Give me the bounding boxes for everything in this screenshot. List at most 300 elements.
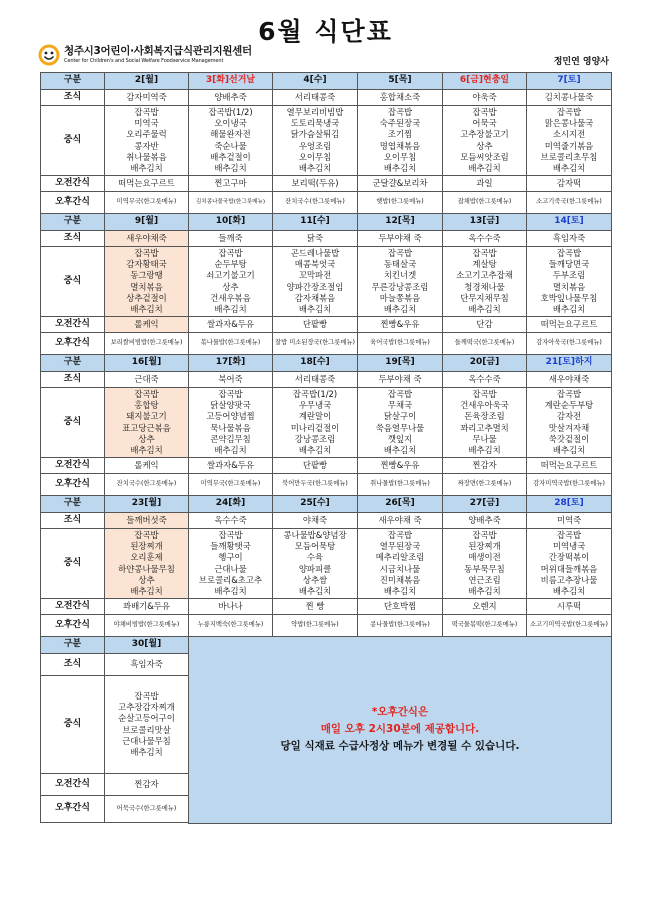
pm-snack-cell: 잔치국수(한그릇메뉴)	[273, 192, 358, 214]
menu-item: 헹구이	[218, 552, 243, 563]
breakfast-cell: 닭죽	[273, 231, 358, 247]
menu-item: 잡곡밥	[387, 388, 413, 399]
menu-item: 죽순나물	[214, 140, 247, 151]
row-label-lunch: 중식	[41, 529, 105, 599]
breakfast-cell: 들깨죽	[189, 231, 273, 247]
menu-item: 양파피클	[298, 563, 332, 574]
am-snack-cell: 찐감자	[105, 774, 189, 796]
menu-item: 감자전	[556, 411, 582, 422]
smile-logo-icon	[38, 44, 60, 66]
menu-item: 콩자반	[134, 140, 159, 151]
notice-line-3: 당일 식재료 수급사정상 메뉴가 변경될 수 있습니다.	[280, 740, 520, 753]
menu-item: 고등어양념찜	[206, 411, 255, 422]
day-header: 23[월]	[105, 496, 189, 513]
menu-item: 머위대들깨볶음	[540, 563, 598, 574]
lunch-cell	[273, 388, 358, 458]
menu-item: 잡곡밥	[218, 247, 243, 258]
lunch-cell	[527, 247, 612, 317]
lunch-cell	[273, 529, 358, 599]
center-name: 청주시3어린이·사회복지급식관리지원센터	[64, 45, 252, 57]
menu-item: 명엽채볶음	[379, 140, 421, 151]
menu-item: 배추김치	[468, 585, 501, 596]
menu-item: 강낭콩조림	[294, 433, 336, 444]
am-snack-cell: 단감	[443, 317, 527, 333]
center-name-en: Center for Children's and Social Welfare Foodservice Management	[64, 58, 224, 64]
menu-item: 오이무침	[383, 151, 417, 162]
menu-item: 치킨너겟	[383, 270, 417, 281]
am-snack-cell: 찐빵&우유	[358, 317, 443, 333]
menu-item: 멸치볶음	[552, 281, 586, 292]
menu-item: 잡곡밥	[472, 388, 497, 399]
menu-item: 미나리겉절이	[290, 422, 340, 433]
am-snack-cell: 찐감자	[443, 458, 527, 474]
menu-item: 동그랑땡	[130, 270, 163, 281]
pm-snack-cell: 잔치국수(한그릇메뉴)	[105, 474, 189, 496]
menu-item: 건새우볶음	[210, 292, 251, 303]
lunch-cell	[527, 388, 612, 458]
menu-item: 잡곡밥	[556, 529, 582, 540]
breakfast-cell: 들깨버섯죽	[105, 513, 189, 529]
menu-item: 된장찌개	[468, 541, 501, 552]
pm-snack-cell: 잡채밥(한그릇메뉴)	[443, 192, 527, 214]
menu-item: 상추	[476, 140, 493, 151]
menu-item: 돈육장조림	[464, 411, 505, 422]
menu-item: 잡곡밥	[472, 529, 497, 540]
menu-item: 잡곡밥(1/2)	[292, 388, 338, 399]
row-label-pm-snack: 오후간식	[41, 615, 105, 637]
pm-snack-cell: 미역무국(한그릇메뉴)	[189, 474, 273, 496]
day-header: 10[화]	[189, 214, 273, 231]
day-header: 21[토]하지	[527, 355, 612, 372]
lunch-cell	[189, 106, 273, 176]
breakfast-cell: 야채죽	[273, 513, 358, 529]
menu-item: 배추김치	[468, 303, 501, 314]
pm-snack-cell: 콩나물밥(한그릇메뉴)	[358, 615, 443, 637]
menu-item: 잡곡밥	[134, 106, 159, 117]
menu-item: 배추김치	[130, 746, 163, 757]
menu-item: 오이무침	[298, 151, 332, 162]
day-header: 13[금]	[443, 214, 527, 231]
row-label-am-snack: 오전간식	[41, 317, 105, 333]
day-header: 25[수]	[273, 496, 358, 513]
menu-item: 배추김치	[552, 585, 586, 596]
menu-item: 어묵국	[472, 118, 497, 129]
row-label-header: 구분	[41, 73, 105, 90]
menu-item: 닭살구이	[383, 411, 417, 422]
breakfast-cell: 흑임자죽	[527, 231, 612, 247]
menu-item: 들깨황탯국	[210, 541, 251, 552]
day-header: 5[목]	[358, 73, 443, 90]
breakfast-cell: 미역죽	[527, 513, 612, 529]
lunch-cell	[273, 247, 358, 317]
menu-item: 미역냉국	[552, 541, 586, 552]
am-snack-cell: 바나나	[189, 599, 273, 615]
menu-item: 시금치나물	[379, 563, 421, 574]
lunch-cell	[358, 388, 443, 458]
menu-item: 브로콜리초무침	[540, 151, 598, 162]
lunch-row	[41, 106, 612, 176]
lunch-cell	[443, 388, 527, 458]
menu-item: 동태살국	[383, 259, 417, 270]
menu-item: 배추겉절이	[210, 151, 251, 162]
pm-snack-cell: 들깨떡국(한그릇메뉴)	[443, 333, 527, 355]
menu-item: 모듬어묵탕	[294, 541, 336, 552]
menu-item: 열무된장국	[379, 541, 421, 552]
pm-snack-cell: 북어만두국(한그릇메뉴)	[273, 474, 358, 496]
row-label-breakfast: 조식	[41, 231, 105, 247]
menu-item: 배추김치	[468, 444, 501, 455]
row-label-lunch: 중식	[41, 676, 105, 774]
menu-item: 무채국	[387, 400, 413, 411]
menu-item: 배추김치	[130, 303, 163, 314]
menu-item: 닭살양팟국	[210, 400, 251, 411]
pm-snack-cell: 볶나물밥(한그릇메뉴)	[189, 333, 273, 355]
breakfast-cell: 서리태콩죽	[273, 372, 358, 388]
menu-item: 맑은콩나물국	[544, 118, 594, 129]
pm-snack-cell: 햇밥(한그릇메뉴)	[358, 192, 443, 214]
notice-line-1: *오후간식은	[371, 706, 429, 719]
menu-item: 돼지불고기	[126, 411, 167, 422]
pm-snack-cell: 미역무국(한그릇메뉴)	[105, 192, 189, 214]
pm-snack-cell: 소고기미역국밥(한그릇메뉴)	[527, 615, 612, 637]
day-header: 16[월]	[105, 355, 189, 372]
menu-item: 하얀콩나물무침	[118, 563, 175, 574]
day-header: 2[월]	[105, 73, 189, 90]
menu-item: 잡곡밥	[134, 529, 159, 540]
am-snack-cell: 찐 빵	[273, 599, 358, 615]
menu-item: 닭가슴살튀김	[290, 129, 340, 140]
menu-item: 쑥음열무나물	[375, 422, 425, 433]
menu-item: 계란순두부탕	[544, 400, 594, 411]
menu-item: 조기찜	[387, 129, 413, 140]
am-snack-row	[41, 599, 612, 615]
menu-item: 근대나물	[214, 563, 247, 574]
week-header-row	[41, 214, 612, 231]
am-snack-cell: 쌀과자&두유	[189, 458, 273, 474]
day-header: 4[수]	[273, 73, 358, 90]
menu-item: 고추장불고기	[460, 129, 509, 140]
menu-item: 잡곡밥	[556, 106, 582, 117]
breakfast-row	[41, 372, 612, 388]
menu-item: 꼬막파전	[298, 270, 332, 281]
row-label-am-snack: 오전간식	[41, 458, 105, 474]
am-snack-cell: 단호박찜	[358, 599, 443, 615]
row-label-pm-snack: 오후간식	[41, 474, 105, 496]
week-header-row	[41, 73, 612, 90]
row-label-lunch: 중식	[41, 247, 105, 317]
am-snack-cell: 롤케익	[105, 317, 189, 333]
lunch-cell	[358, 529, 443, 599]
menu-item: 청경채나물	[464, 281, 505, 292]
am-snack-cell: 떠먹는요구르트	[527, 317, 612, 333]
pm-snack-cell: 감자아욱국(한그릇메뉴)	[527, 333, 612, 355]
day-header: 20[금]	[443, 355, 527, 372]
menu-item: 꽈리고추멸치	[460, 422, 509, 433]
meal-table-body	[41, 73, 612, 824]
menu-item: 배추김치	[383, 162, 417, 173]
row-label-am-snack: 오전간식	[41, 774, 105, 796]
breakfast-cell: 새우야채 죽	[358, 513, 443, 529]
lunch-cell	[189, 529, 273, 599]
menu-item: 비름고추장나물	[540, 574, 598, 585]
menu-item: 상추	[138, 433, 155, 444]
menu-item: 상추	[222, 281, 239, 292]
pm-snack-cell: 김치콩나물국밥(한그릇메뉴)	[189, 192, 273, 214]
lunch-cell	[105, 529, 189, 599]
menu-item: 오이냉국	[214, 118, 247, 129]
am-snack-cell: 오렌지	[443, 599, 527, 615]
breakfast-cell: 두부야채 죽	[358, 372, 443, 388]
menu-item: 배추김치	[130, 444, 163, 455]
menu-item: 잡곡밥	[472, 106, 497, 117]
breakfast-cell: 옥수수죽	[443, 372, 527, 388]
menu-item: 배추김치	[552, 444, 586, 455]
row-label-am-snack: 오전간식	[41, 176, 105, 192]
menu-item: 모듬씨앗조림	[460, 151, 509, 162]
am-snack-cell: 단팥빵	[273, 458, 358, 474]
lunch-cell	[189, 388, 273, 458]
breakfast-row	[41, 513, 612, 529]
breakfast-cell: 옥수수죽	[189, 513, 273, 529]
am-snack-cell: 롤케익	[105, 458, 189, 474]
breakfast-cell: 서리태콩죽	[273, 90, 358, 106]
menu-item: 잡곡밥	[218, 529, 243, 540]
lunch-cell	[358, 247, 443, 317]
menu-item: 감자채볶음	[294, 292, 336, 303]
menu-item: 무나물	[472, 433, 497, 444]
lunch-cell	[358, 106, 443, 176]
menu-item: 된장찌개	[130, 541, 163, 552]
menu-item: 열무보리비빔밥	[286, 106, 344, 117]
row-label-header: 구분	[41, 496, 105, 513]
lunch-row	[41, 247, 612, 317]
lunch-cell	[105, 247, 189, 317]
menu-item: 고추장감자찌개	[118, 702, 175, 713]
menu-item: 오리주물럭	[126, 129, 167, 140]
menu-item: 계살탕	[472, 259, 497, 270]
meal-table	[40, 72, 612, 824]
pm-snack-row	[41, 192, 612, 214]
menu-item: 도토리묵냉국	[290, 118, 340, 129]
menu-item: 미역줄기볶음	[544, 140, 594, 151]
day-header: 26[목]	[358, 496, 443, 513]
menu-item: 연근조림	[468, 574, 501, 585]
notice-line-2: 매일 오후 2시30분에 제공합니다.	[320, 723, 480, 736]
day-header: 11[수]	[273, 214, 358, 231]
am-snack-row	[41, 317, 612, 333]
day-header: 12[목]	[358, 214, 443, 231]
day-header: 7[토]	[527, 73, 612, 90]
am-snack-cell: 군달걀&보리차	[358, 176, 443, 192]
row-label-pm-snack: 오후간식	[41, 192, 105, 214]
week-header-row	[41, 496, 612, 513]
menu-item: 배추김치	[383, 303, 417, 314]
lunch-cell	[105, 388, 189, 458]
lunch-cell	[273, 106, 358, 176]
breakfast-cell: 옥수수죽	[443, 231, 527, 247]
menu-item: 동부묵무침	[464, 563, 505, 574]
menu-item: 잡곡밥	[387, 529, 413, 540]
day-header: 19[목]	[358, 355, 443, 372]
menu-item: 브로콜리맛살	[122, 724, 171, 735]
row-label-am-snack: 오전간식	[41, 599, 105, 615]
day-header: 28[토]	[527, 496, 612, 513]
lunch-cell	[443, 247, 527, 317]
am-snack-cell: 감자떡	[527, 176, 612, 192]
am-snack-row	[41, 458, 612, 474]
menu-item: 미역국	[134, 118, 159, 129]
menu-item: 매콤북엇국	[294, 259, 336, 270]
row-label-breakfast: 조식	[41, 90, 105, 106]
menu-item: 우엉조림	[298, 140, 332, 151]
menu-item: 배추김치	[214, 444, 247, 455]
menu-item: 잡곡밥	[472, 247, 497, 258]
pm-snack-row	[41, 333, 612, 355]
am-snack-cell: 단팥빵	[273, 317, 358, 333]
menu-item: 메추리알조림	[375, 552, 425, 563]
menu-item: 배추김치	[298, 162, 332, 173]
day-header: 30[월]	[105, 637, 189, 654]
pm-snack-cell: 소고기죽국(한그릇메뉴)	[527, 192, 612, 214]
lunch-cell	[527, 529, 612, 599]
breakfast-row	[41, 90, 612, 106]
menu-item: 소시지전	[552, 129, 586, 140]
menu-item: 배추김치	[214, 303, 247, 314]
week-header-row	[41, 637, 612, 654]
pm-snack-cell: 감자미역국밥(한그릇메뉴)	[527, 474, 612, 496]
menu-item: 매생이전	[468, 552, 501, 563]
page-title: 6월 식단표	[258, 17, 393, 46]
breakfast-cell: 새우야채죽	[527, 372, 612, 388]
menu-item: 배추김치	[130, 162, 163, 173]
menu-item: 콩나물밥&양념장	[283, 529, 347, 540]
menu-item: 쇠고기불고기	[206, 270, 255, 281]
menu-item: 소고기고추잡채	[456, 270, 513, 281]
menu-item: 잡곡밥	[134, 690, 159, 701]
menu-item: 잡곡밥	[556, 388, 582, 399]
menu-item: 배추김치	[468, 162, 501, 173]
week-header-row	[41, 355, 612, 372]
breakfast-cell: 야욱죽	[443, 90, 527, 106]
am-snack-cell: 시루떡	[527, 599, 612, 615]
menu-item: 잡곡밥(1/2)	[208, 106, 253, 117]
menu-item: 배추김치	[383, 585, 417, 596]
am-snack-cell: 떠먹는요구르트	[105, 176, 189, 192]
breakfast-cell: 새우야채죽	[105, 231, 189, 247]
menu-item: 잡곡밥	[218, 388, 243, 399]
menu-item: 감자황태국	[126, 259, 167, 270]
day-header: 17[화]	[189, 355, 273, 372]
pm-snack-cell: 누룽지백숙(한그릇메뉴)	[189, 615, 273, 637]
row-label-lunch: 중식	[41, 106, 105, 176]
menu-item: 콘약김무침	[210, 433, 251, 444]
breakfast-cell: 김치콩나물죽	[527, 90, 612, 106]
lunch-cell	[443, 106, 527, 176]
menu-item: 배추김치	[298, 585, 332, 596]
breakfast-cell: 두부야채 죽	[358, 231, 443, 247]
spacer-cell	[105, 823, 189, 824]
pm-snack-cell: 짜장면(한그릇메뉴)	[443, 474, 527, 496]
am-snack-cell: 떠먹는요구르트	[527, 458, 612, 474]
pm-snack-cell: 취나물밥(한그릇메뉴)	[358, 474, 443, 496]
row-label-breakfast: 조식	[41, 654, 105, 676]
menu-item: 브로콜리&초고추	[198, 574, 263, 585]
am-snack-cell: 쌀과자&두유	[189, 317, 273, 333]
menu-item: 곤드레나물밥	[290, 247, 340, 258]
menu-item: 마늘쫑볶음	[379, 292, 421, 303]
menu-item: 배추김치	[552, 162, 586, 173]
menu-item: 잡곡밥	[387, 247, 413, 258]
am-snack-cell: 찐빵&우유	[358, 458, 443, 474]
lunch-row	[41, 388, 612, 458]
am-snack-cell: 보리떡(두유)	[273, 176, 358, 192]
menu-item: 깻잎지	[387, 433, 413, 444]
pm-snack-cell: 어묵국수(한그릇메뉴)	[105, 796, 189, 823]
pm-snack-cell: 약밥(한그릇메뉴)	[273, 615, 358, 637]
day-header: 18[수]	[273, 355, 358, 372]
breakfast-cell: 북어죽	[189, 372, 273, 388]
menu-item: 단무지채무침	[460, 292, 509, 303]
lunch-cell	[105, 106, 189, 176]
menu-item: 배추김치	[298, 303, 332, 314]
menu-item: 우무냉국	[298, 400, 332, 411]
lunch-cell	[189, 247, 273, 317]
menu-item: 맛살겨자채	[548, 422, 590, 433]
breakfast-cell: 흑임자죽	[105, 654, 189, 676]
row-label-pm-snack: 오후간식	[41, 333, 105, 355]
day-header: 14[토]	[527, 214, 612, 231]
menu-item: 계란말이	[298, 411, 332, 422]
menu-item: 표고당근볶음	[122, 422, 171, 433]
menu-item: 두부조림	[552, 270, 586, 281]
lunch-row	[41, 529, 612, 599]
menu-item: 숙주된장국	[379, 118, 421, 129]
lunch-cell	[527, 106, 612, 176]
menu-item: 배추김치	[130, 585, 163, 596]
row-label-lunch: 중식	[41, 388, 105, 458]
dietitian-name: 정민연 영양사	[553, 57, 609, 67]
pm-snack-row	[41, 474, 612, 496]
day-header: 24[화]	[189, 496, 273, 513]
pm-snack-row	[41, 615, 612, 637]
menu-item: 들깨당면국	[548, 259, 590, 270]
breakfast-cell: 양배추죽	[189, 90, 273, 106]
pm-snack-cell: 잘밥 미소된장국(한그릇메뉴)	[273, 333, 358, 355]
row-label-breakfast: 조식	[41, 513, 105, 529]
menu-item: 취나물볶음	[126, 151, 167, 162]
row-label-pm-snack: 오후간식	[41, 796, 105, 823]
row-label-header: 구분	[41, 355, 105, 372]
spacer-cell	[41, 823, 105, 824]
pm-snack-cell: 육어국밥(한그릇메뉴)	[358, 333, 443, 355]
menu-item: 잡곡밥	[134, 388, 159, 399]
menu-item: 배추김치	[383, 444, 417, 455]
menu-item: 오리훈제	[130, 552, 163, 563]
menu-item: 수육	[306, 552, 324, 563]
menu-item: 잡곡밥	[387, 106, 413, 117]
day-header: 27[금]	[443, 496, 527, 513]
day-header: 9[월]	[105, 214, 189, 231]
menu-item: 양파간장조절임	[286, 281, 344, 292]
menu-item: 배추김치	[214, 585, 247, 596]
menu-item: 진미채볶음	[379, 574, 421, 585]
menu-item: 간장떡볶이	[548, 552, 590, 563]
pm-snack-cell: 떡국물볶떡(한그릇메뉴)	[443, 615, 527, 637]
day-header: 6[금]현충일	[443, 73, 527, 90]
menu-item: 상추	[138, 574, 155, 585]
row-label-breakfast: 조식	[41, 372, 105, 388]
menu-item: 잡곡밥	[134, 247, 159, 258]
